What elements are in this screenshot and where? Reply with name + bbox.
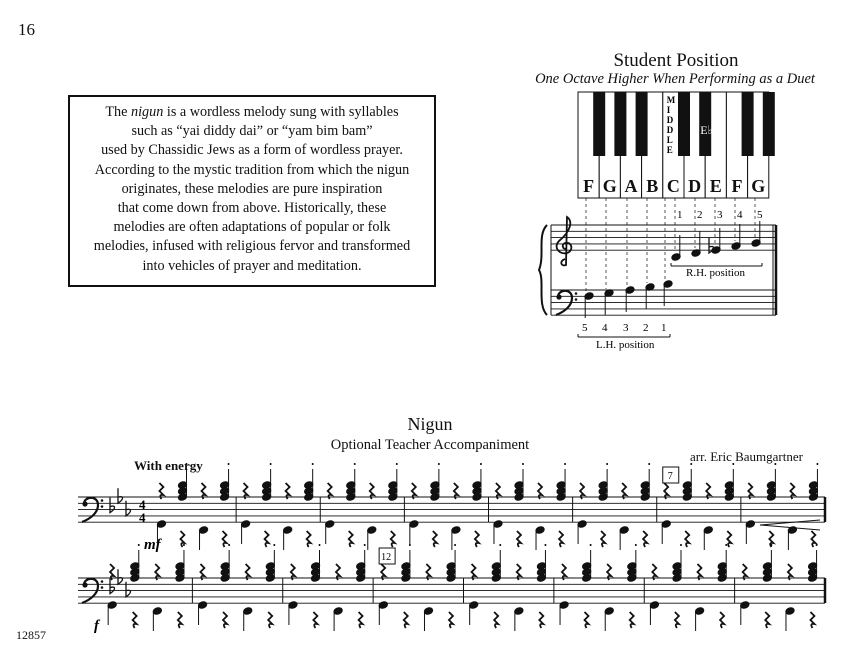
bass-note [243, 607, 253, 616]
rh-finger: 1 [677, 209, 683, 221]
bass-note [740, 601, 750, 610]
chord-note [766, 493, 776, 502]
quarter-rest [539, 612, 543, 628]
middle-c-label: D [666, 125, 674, 135]
brace [539, 225, 547, 315]
staccato-dot [770, 544, 772, 546]
middle-c-label: I [666, 105, 671, 115]
lh-finger: 1 [661, 322, 667, 334]
chord-note [724, 493, 734, 502]
bass-note [451, 526, 461, 535]
chord-note [388, 493, 398, 502]
bass-note [107, 601, 117, 610]
quarter-rest [433, 531, 437, 547]
chord-note [356, 574, 366, 583]
staccato-dot [228, 544, 230, 546]
treble-clef [557, 217, 572, 265]
rh-label: R.H. position [686, 267, 745, 279]
staccato-dot [522, 463, 524, 465]
staccato-dot [438, 463, 440, 465]
chord-note [762, 574, 772, 583]
measure-number: 12 [381, 552, 392, 563]
staccato-dot [480, 463, 482, 465]
quarter-rest [685, 531, 689, 547]
bass-clef-dot [575, 292, 578, 295]
rh-finger: 5 [757, 209, 763, 221]
chord-note [311, 574, 321, 583]
bass-note [535, 526, 545, 535]
chord-note [446, 574, 456, 583]
quarter-rest [601, 531, 605, 547]
quarter-rest [449, 612, 453, 628]
bass-clef-dot [575, 298, 578, 301]
student-position-subtitle: One Octave Higher When Performing as a Duet [535, 71, 815, 87]
rh-finger: 4 [737, 209, 743, 221]
lh-label: L.H. position [596, 339, 655, 351]
key-label-f: F [583, 176, 595, 196]
quarter-rest [720, 612, 724, 628]
quarter-rest [675, 612, 679, 628]
bass-clef [82, 501, 87, 506]
info-line: such as “yai diddy dai” or “yam bim bam” [131, 123, 373, 140]
chord-note [808, 574, 818, 583]
staccato-dot [635, 544, 637, 546]
bass-note [661, 520, 671, 529]
bass-note [703, 526, 713, 535]
bass-note [198, 601, 208, 610]
key-label-c: C [666, 176, 680, 196]
dynamic-marking: mf [144, 537, 161, 553]
bass-note [288, 601, 298, 610]
key-label-d: D [688, 176, 702, 196]
chord-note [220, 574, 230, 583]
bass-note [604, 607, 614, 616]
quarter-rest [223, 531, 227, 547]
bass-note [745, 520, 755, 529]
chord-note [304, 493, 314, 502]
bass-clef-dot [101, 505, 104, 508]
lh-finger: 4 [602, 322, 608, 334]
staccato-dot [590, 544, 592, 546]
staccato-dot [499, 544, 501, 546]
chord-note [178, 493, 188, 502]
key-signature-flat [110, 579, 115, 594]
catalog-number: 12857 [16, 628, 46, 642]
bass-note [619, 526, 629, 535]
bass-note [424, 607, 434, 616]
bass-note [649, 601, 659, 610]
arranger-credit: arr. Eric Baumgartner [690, 449, 803, 464]
staccato-dot [396, 463, 398, 465]
bass-note [241, 520, 251, 529]
lh-finger: 3 [623, 322, 629, 334]
black-key [678, 92, 690, 156]
chord-note [682, 493, 692, 502]
staccato-dot [648, 463, 650, 465]
key-label-b: B [646, 176, 659, 196]
staccato-dot [409, 544, 411, 546]
chord-note [536, 574, 546, 583]
staccato-dot [606, 463, 608, 465]
quarter-rest [765, 612, 769, 628]
bass-note [325, 520, 335, 529]
quarter-rest [133, 612, 137, 628]
staccato-dot [564, 463, 566, 465]
key-signature-flat [118, 569, 123, 584]
black-key [593, 92, 605, 156]
quarter-rest [810, 612, 814, 628]
bass-note [559, 601, 569, 610]
piece-subtitle: Optional Teacher Accompaniment [330, 437, 530, 453]
middle-c-label: E [666, 145, 673, 155]
chord-note [262, 493, 272, 502]
info-line: that come down from above. Historically, these [117, 200, 387, 217]
bass-note [378, 601, 388, 610]
staccato-dot [816, 463, 818, 465]
tempo-marking: With energy [134, 458, 203, 473]
chord-note [627, 574, 637, 583]
black-key [614, 92, 626, 156]
info-line: into vehicles of prayer and meditation. [142, 257, 362, 274]
quarter-rest [349, 531, 353, 547]
dynamic-marking: f [94, 618, 99, 634]
staccato-dot [544, 544, 546, 546]
bass-note [695, 607, 705, 616]
quarter-rest [359, 612, 363, 628]
chord-note [556, 493, 566, 502]
chord-note [472, 493, 482, 502]
staccato-dot [273, 544, 275, 546]
staccato-dot [138, 544, 140, 546]
quarter-rest [517, 531, 521, 547]
chord-note [265, 574, 275, 583]
bass-clef-dot [101, 499, 104, 502]
student-position-title: Student Position [613, 50, 739, 71]
staccato-dot [312, 463, 314, 465]
key-signature-flat [110, 498, 115, 513]
info-line: According to the mystic tradition from which the nigun [94, 161, 410, 178]
key-label-g: G [751, 176, 766, 196]
bass-clef-dot [101, 586, 104, 589]
info-line: melodies, infused with religious fervor and transformed [93, 238, 411, 255]
chord-note [175, 574, 185, 583]
bass-clef [556, 294, 561, 299]
staccato-dot [319, 544, 321, 546]
chord-note [717, 574, 727, 583]
key-signature-flat [118, 488, 123, 503]
black-key [742, 92, 754, 156]
middle-c-label: M [666, 95, 676, 105]
bass-note [199, 526, 209, 535]
black-key [636, 92, 648, 156]
chord-note [514, 493, 524, 502]
staccato-dot [183, 544, 185, 546]
rh-finger: 3 [717, 209, 723, 221]
lh-finger: 2 [643, 322, 649, 334]
bass-note [333, 607, 343, 616]
quarter-rest [559, 531, 563, 547]
middle-c-label: D [666, 115, 674, 125]
chord-note [401, 574, 411, 583]
chord-note [220, 493, 230, 502]
quarter-rest [811, 531, 815, 547]
quarter-rest [404, 612, 408, 628]
quarter-rest [643, 531, 647, 547]
bass-note [409, 520, 419, 529]
rh-finger: 2 [697, 209, 703, 221]
bass-note [469, 601, 479, 610]
quarter-rest [313, 612, 317, 628]
bass-clef-dot [101, 580, 104, 583]
chord-note [598, 493, 608, 502]
chord-note [491, 574, 501, 583]
page-number: 16 [18, 20, 35, 39]
bass-note [367, 526, 377, 535]
chord-note [672, 574, 682, 583]
info-line: melodies are often adaptations of popular or folk [113, 219, 391, 236]
piece-title: Nigun [407, 414, 453, 434]
quarter-rest [475, 531, 479, 547]
quarter-rest [727, 531, 731, 547]
quarter-rest [223, 612, 227, 628]
key-label-f: F [731, 176, 743, 196]
chord-note [808, 493, 818, 502]
chord-note [346, 493, 356, 502]
quarter-rest [265, 531, 269, 547]
staccato-dot [354, 463, 356, 465]
lh-finger: 5 [582, 322, 588, 334]
key-label-a: A [624, 176, 638, 196]
staccato-dot [725, 544, 727, 546]
staccato-dot [454, 544, 456, 546]
bass-note [577, 520, 587, 529]
black-key [763, 92, 775, 156]
time-sig-bottom: 4 [139, 510, 146, 525]
staccato-dot [680, 544, 682, 546]
time-sig-top: 4 [139, 497, 146, 512]
e-flat-label: E♭ [700, 123, 714, 137]
chord-note [582, 574, 592, 583]
info-line: The nigun is a wordless melody sung with syllables [105, 104, 399, 120]
chord-note [130, 574, 140, 583]
staccato-dot [228, 463, 230, 465]
quarter-rest [391, 531, 395, 547]
measure-number: 7 [667, 471, 673, 482]
chord-note [430, 493, 440, 502]
key-label-e: E [709, 176, 722, 196]
bass-note [152, 607, 162, 616]
chord-note [640, 493, 650, 502]
bass-note [785, 607, 795, 616]
key-label-g: G [602, 176, 617, 196]
quarter-rest [178, 612, 182, 628]
info-line: used by Chassidic Jews as a form of wordless prayer. [101, 142, 403, 159]
bass-note [283, 526, 293, 535]
quarter-rest [268, 612, 272, 628]
quarter-rest [494, 612, 498, 628]
staccato-dot [270, 463, 272, 465]
bass-clef [82, 582, 87, 587]
middle-c-label: L [666, 135, 673, 145]
info-line: originates, these melodies are pure inspiration [121, 180, 383, 197]
staccato-dot [364, 544, 366, 546]
bass-note [493, 520, 503, 529]
bass-note [514, 607, 524, 616]
bass-note [156, 520, 166, 529]
staccato-dot [816, 544, 818, 546]
quarter-rest [585, 612, 589, 628]
quarter-rest [630, 612, 634, 628]
quarter-rest [307, 531, 311, 547]
